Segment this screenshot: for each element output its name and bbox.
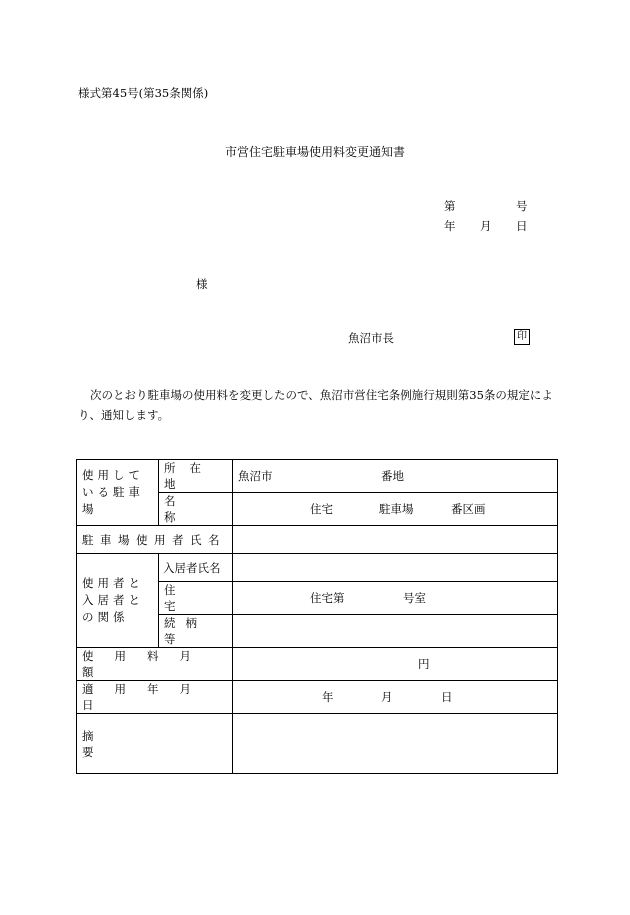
relationship-value	[233, 615, 558, 648]
location-label: 所在地	[159, 460, 233, 493]
apply-date-label: 適用年月日	[77, 681, 233, 714]
apply-date-value: 年 月 日	[233, 681, 558, 714]
user-name-label: 駐車場使用者氏名	[77, 526, 233, 554]
doc-number-go: 号	[516, 199, 528, 213]
remarks-value	[233, 714, 558, 774]
user-name-value	[233, 526, 558, 554]
issuer-name: 魚沼市長	[348, 331, 394, 345]
info-table	[76, 459, 558, 774]
residence-label: 住宅	[159, 582, 233, 615]
fee-value: 円	[233, 648, 558, 681]
body-text: 次のとおり駐車場の使用料を変更したので、魚沼市営住宅条例施行規則第35条の規定により、通知します。	[78, 388, 553, 422]
date-month: 月	[480, 219, 492, 233]
parking-group-label: 使用している駐車場	[77, 460, 159, 526]
doc-number-dai: 第	[444, 199, 456, 213]
seal-mark: 印	[514, 329, 530, 345]
addressee-suffix: 様	[196, 277, 208, 291]
document-title: 市営住宅駐車場使用料変更通知書	[224, 145, 405, 159]
date-year: 年	[444, 219, 456, 233]
form-number: 様式第45号(第35条関係)	[78, 86, 209, 100]
relation-group-label: 使用者と入居者との関係	[77, 554, 159, 648]
fee-label: 使用料月額	[77, 648, 233, 681]
date-day: 日	[516, 219, 528, 233]
name-value: 住宅 駐車場 番区画	[233, 493, 558, 526]
location-value: 魚沼市 番地	[233, 460, 558, 493]
resident-name-label: 入居者氏名	[159, 554, 233, 582]
resident-name-value	[233, 554, 558, 582]
remarks-label: 摘要	[77, 714, 233, 774]
relationship-label: 続柄等	[159, 615, 233, 648]
name-label: 名称	[159, 493, 233, 526]
residence-value: 住宅第 号室	[233, 582, 558, 615]
